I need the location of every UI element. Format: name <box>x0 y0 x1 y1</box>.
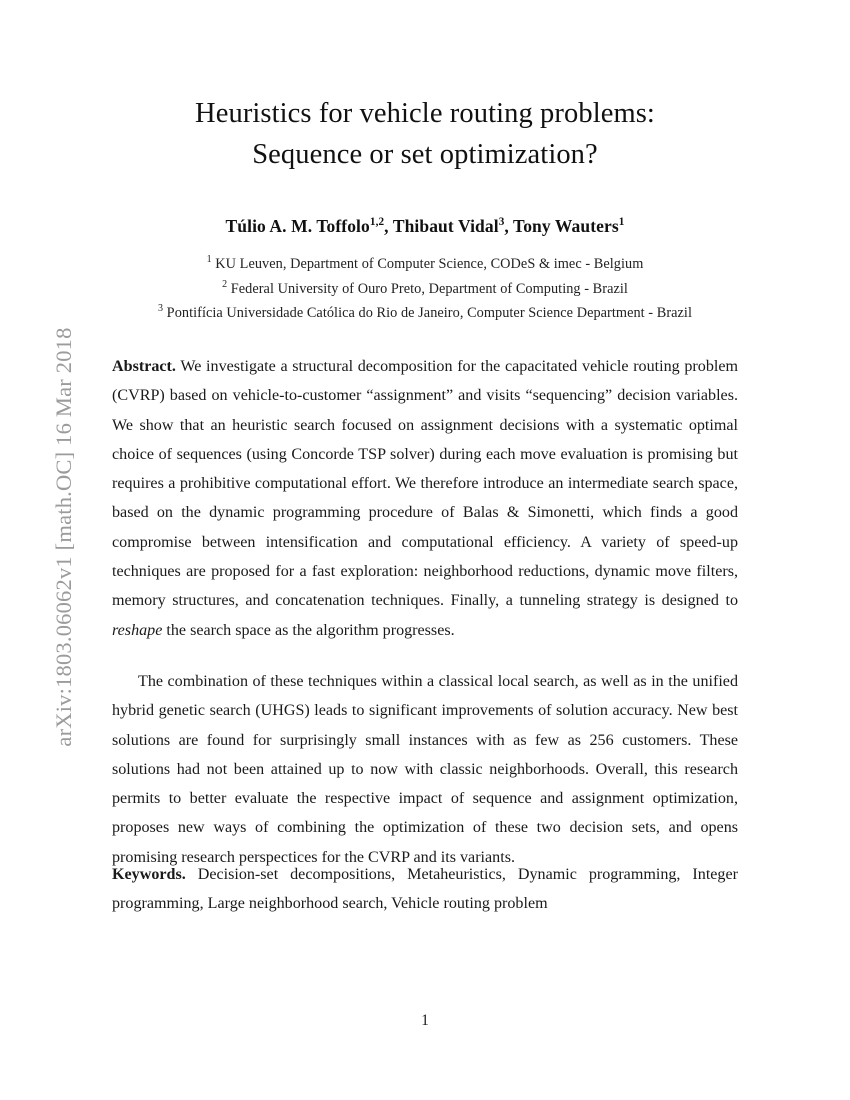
page-number: 1 <box>421 1012 429 1029</box>
abstract-label: Abstract. <box>112 358 176 375</box>
keywords-section <box>112 860 738 919</box>
author-name-3: Tony Wauters <box>513 216 619 236</box>
keywords-text: Decision-set decompositions, Metaheuristics, Dynamic programming, Integer programming, Large neighborhood search, Vehicle routing problem <box>112 866 738 913</box>
abstract-paragraph-1 <box>112 352 738 645</box>
arxiv-identifier-stamp: arXiv:1803.06062v1 [math.OC] 16 Mar 2018 <box>51 327 76 747</box>
author-name-1: Túlio A. M. Toffolo <box>225 216 370 236</box>
affiliation-text: Pontifícia Universidade Católica do Rio de Janeiro, Computer Science Department - Brazil <box>163 305 692 321</box>
affiliation-marker: 1 <box>206 254 212 266</box>
title-line-1: Heuristics for vehicle routing problems: <box>195 98 655 129</box>
affiliation-list <box>70 252 780 326</box>
abstract-paragraph-1-text-a: We investigate a structural decomposition for the capacitated vehicle routing problem (CVRP) based on vehicle-to-customer “assignment” and visits “sequencing” decision variables. We show that an heuristic search focused on assignment decisions with a systematic optimal choice of sequences (using Concorde TSP solver) during each move evaluation is promising but requires a prohibitive computational effort. We therefore introduce an intermediate search space, based on the dynamic programming procedure of Balas & Simonetti, which finds a good compromise between intensification and computational efficiency. A variety of speed-up techniques are proposed for a fast exploration: neighborhood reductions, dynamic move filters, memory structures, and concatenation techniques. Finally, a tunneling strategy is designed to <box>112 358 738 610</box>
author-name-2: Thibaut Vidal <box>392 216 499 236</box>
affiliation-item <box>70 277 780 302</box>
author-list <box>70 216 780 237</box>
affiliation-item <box>70 301 780 326</box>
abstract-section <box>112 352 738 872</box>
abstract-emphasis-reshape: reshape <box>112 621 163 639</box>
affiliation-item <box>70 252 780 277</box>
affiliation-text: Federal University of Ouro Preto, Department of Computing - Brazil <box>227 280 628 297</box>
affiliation-marker: 2 <box>222 278 228 290</box>
author-affiliation-marker-1: 1,2 <box>369 216 385 229</box>
author-separator-2: , <box>504 216 514 236</box>
affiliation-marker: 3 <box>158 303 164 315</box>
author-affiliation-marker-3: 1 <box>618 216 625 229</box>
abstract-paragraph-2: The combination of these techniques within a classical local search, as well as in the unified hybrid genetic search (UHGS) leads to significant improvements of solution accuracy. New best solutions are found for surprisingly small instances with as few as 256 customers. These solutions had not been attained up to now with classic neighborhoods. Overall, this research permits to better evaluate the respective impact of sequence and assignment optimization, proposes new ways of combining the optimization of these two decision sets, and opens promising research perspectices for the CVRP and its variants. <box>112 672 738 866</box>
author-separator-1: , <box>384 216 393 236</box>
title-line-2: Sequence or set optimization? <box>252 139 598 170</box>
page-title <box>70 93 780 175</box>
author-affiliation-marker-2: 3 <box>498 216 505 229</box>
abstract-paragraph-1-text-b: the search space as the algorithm progresses. <box>162 621 455 639</box>
affiliation-text: KU Leuven, Department of Computer Science, CODeS & imec - Belgium <box>211 256 644 272</box>
keywords-label: Keywords. <box>112 866 186 883</box>
